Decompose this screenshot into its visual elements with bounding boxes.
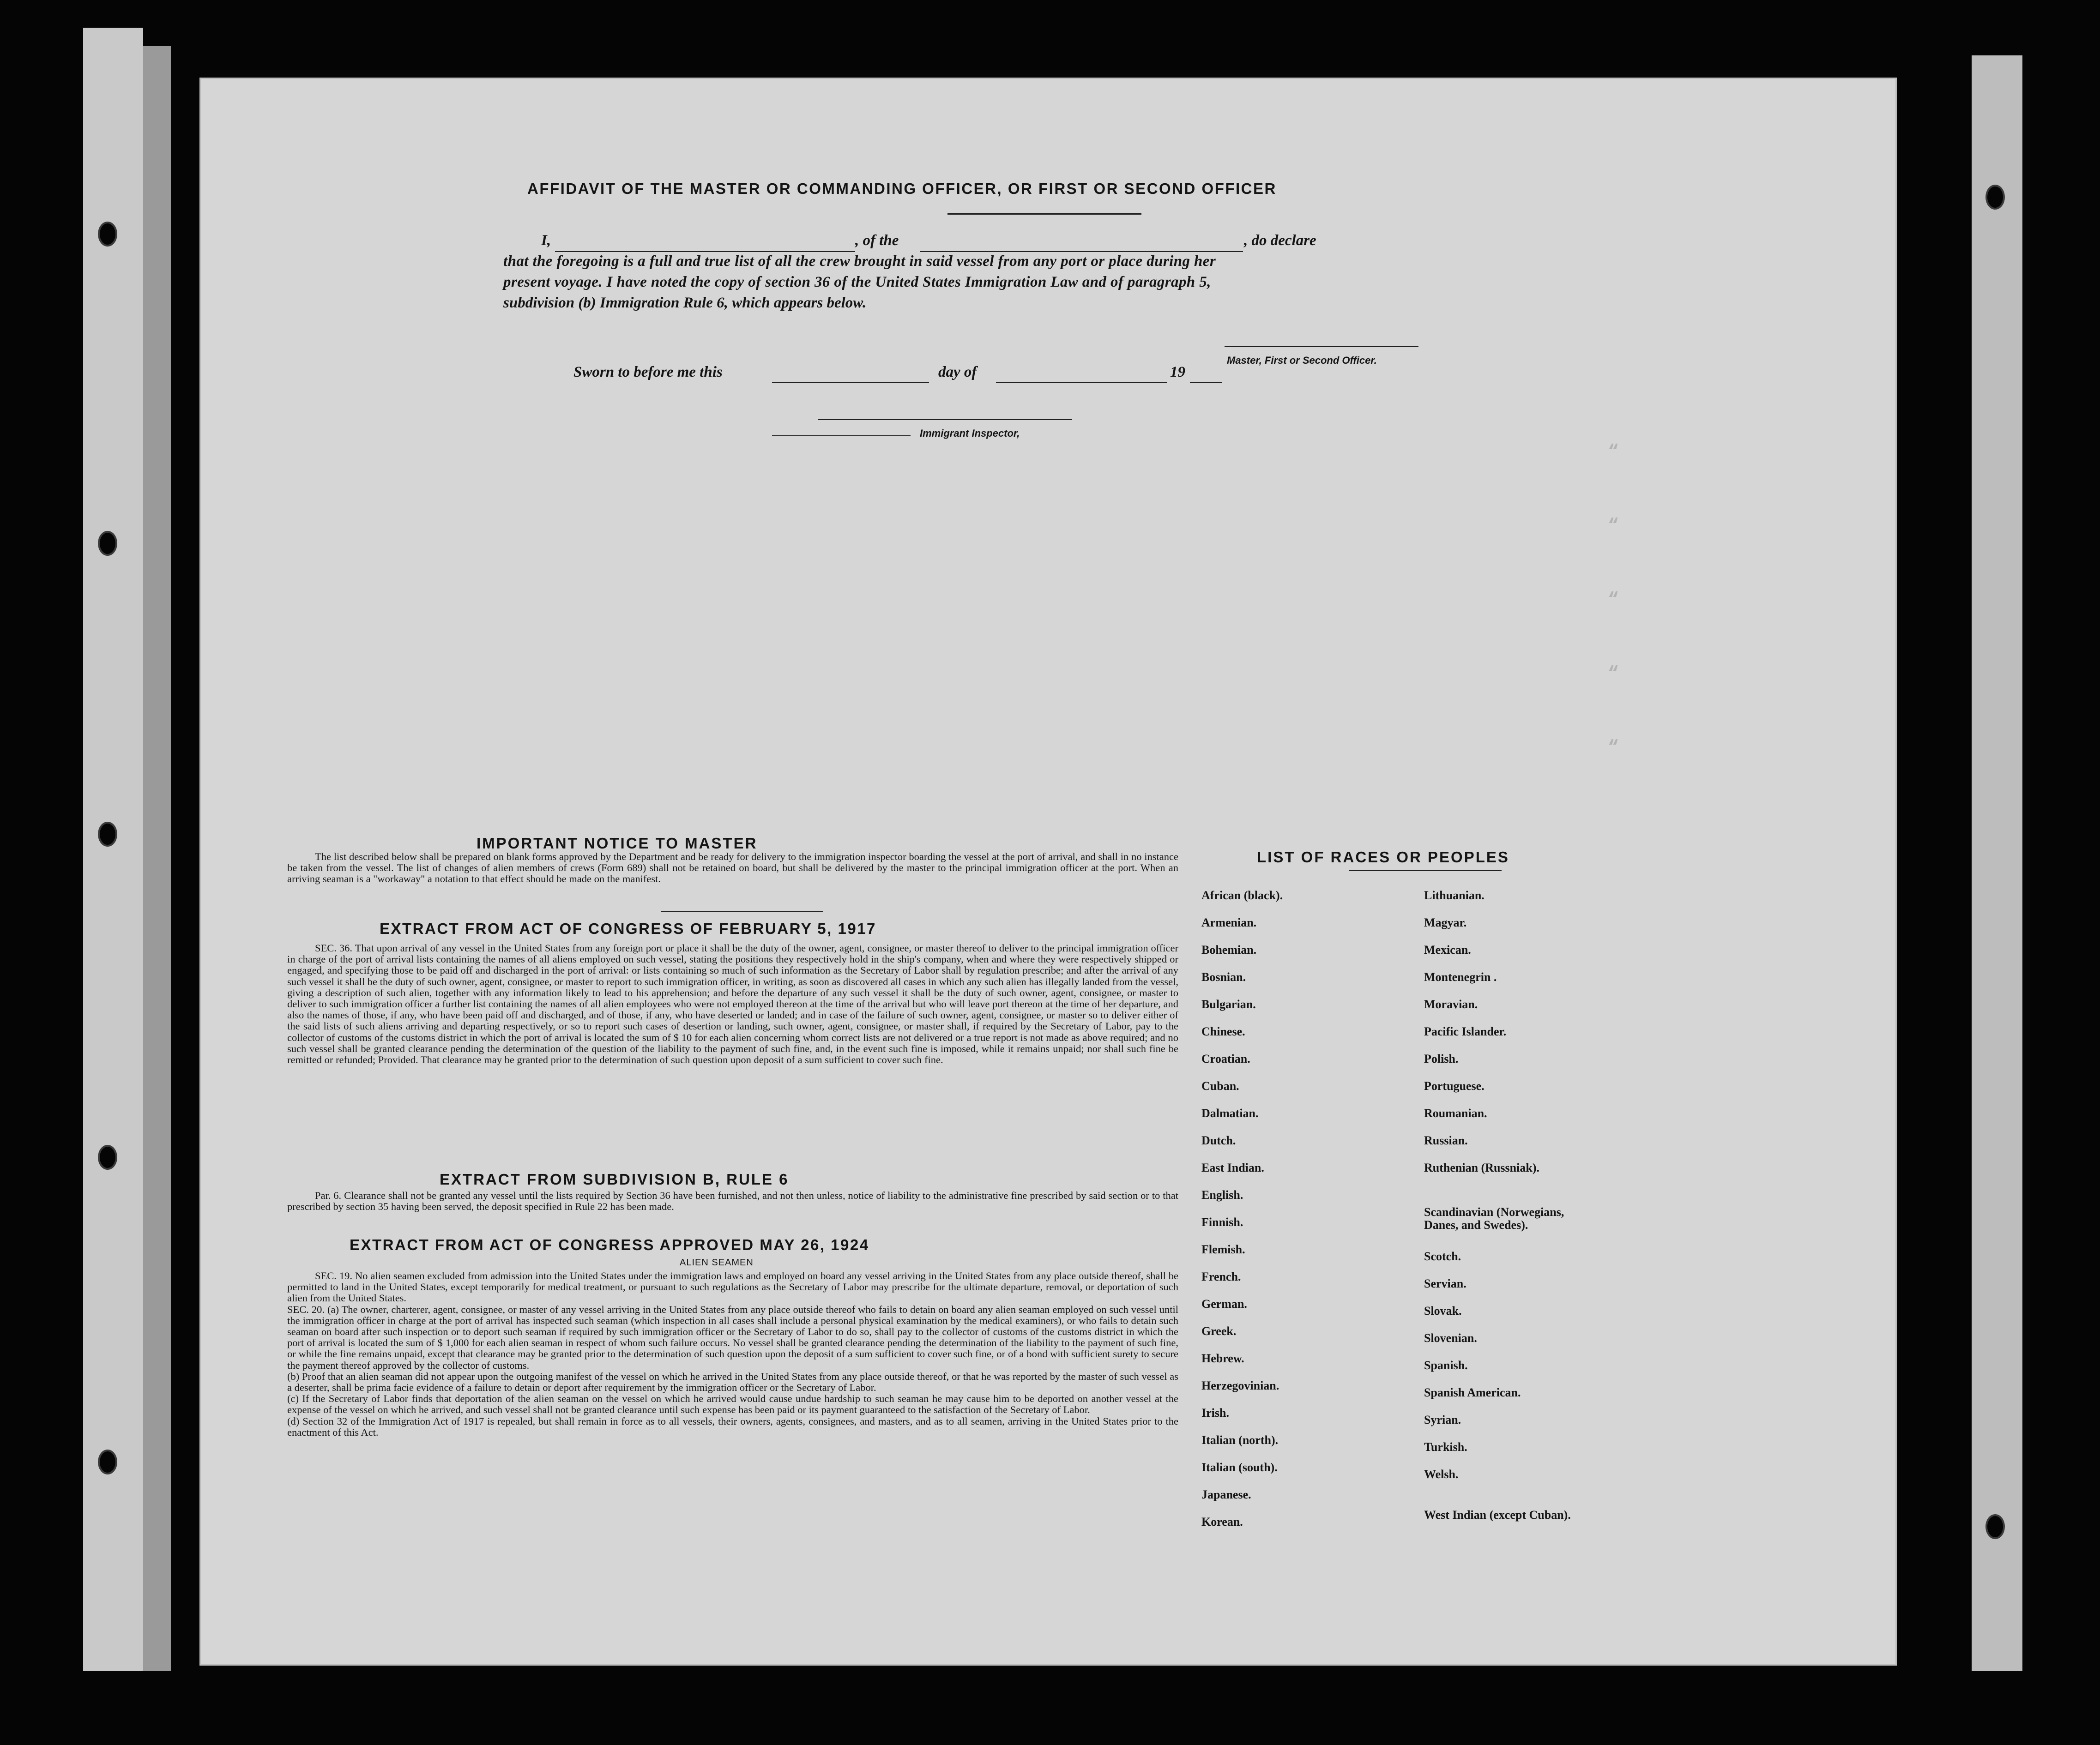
race-item: Dalmatian. bbox=[1201, 1107, 1259, 1120]
extract-1924-subtitle: ALIEN SEAMEN bbox=[680, 1258, 754, 1268]
race-item: Armenian. bbox=[1201, 916, 1257, 929]
race-item: Italian (north). bbox=[1201, 1433, 1279, 1447]
notice-title: IMPORTANT NOTICE TO MASTER bbox=[477, 835, 758, 852]
sworn-label: Sworn to before me this bbox=[573, 364, 723, 380]
name-blank bbox=[555, 251, 855, 252]
bleed-through-row: “ bbox=[1608, 516, 1619, 537]
binder-hole-icon bbox=[98, 1145, 117, 1170]
race-item: Portuguese. bbox=[1424, 1079, 1484, 1093]
binder-hole-icon bbox=[98, 222, 117, 247]
race-item: Spanish. bbox=[1424, 1359, 1468, 1372]
subdivision-b-text: Par. 6. Clearance shall not be granted any vessel until the lists required by Section 36 have been furnished, and not then unless, notice of liability to the administrative fine prescribed by said section or to that prescribed by section 35 having been served, the deposit specified in Rule 22 has been made. bbox=[287, 1190, 1178, 1213]
race-item: East Indian. bbox=[1201, 1161, 1264, 1174]
race-item: Moravian. bbox=[1424, 998, 1478, 1011]
race-item: Slovak. bbox=[1424, 1304, 1462, 1318]
race-item: Japanese. bbox=[1201, 1488, 1251, 1501]
title-rule bbox=[947, 213, 1141, 215]
race-item: Scotch. bbox=[1424, 1250, 1461, 1263]
document-page bbox=[199, 78, 1897, 1666]
extract-1924-title: EXTRACT FROM ACT OF CONGRESS APPROVED MAY 26, 1924 bbox=[350, 1236, 869, 1253]
bleed-through-row: “ bbox=[1608, 664, 1619, 685]
race-item: Finnish. bbox=[1201, 1215, 1243, 1229]
inspector-label: Immigrant Inspector, bbox=[920, 427, 1020, 439]
race-item: Flemish. bbox=[1201, 1243, 1245, 1256]
binder-hole-icon bbox=[98, 531, 117, 556]
bleed-through-row: “ bbox=[1608, 442, 1619, 463]
affidavit-line1-mid: , of the bbox=[855, 232, 899, 249]
inspector-line-2 bbox=[772, 435, 911, 436]
sworn-blank bbox=[772, 382, 929, 383]
race-item: Dutch. bbox=[1201, 1134, 1236, 1147]
sworn-day-label: day of bbox=[938, 364, 977, 380]
race-item: Hebrew. bbox=[1201, 1352, 1244, 1365]
binder-hole-icon bbox=[98, 1450, 117, 1474]
subdivision-b-title: EXTRACT FROM SUBDIVISION B, RULE 6 bbox=[440, 1171, 789, 1188]
races-title: LIST OF RACES OR PEOPLES bbox=[1257, 848, 1509, 866]
race-item: Mexican. bbox=[1424, 943, 1471, 957]
notice-text: The list described below shall be prepared on blank forms approved by the Department and be ready for delivery to the immigration inspector boarding the vessel at the port of arrival, and shall in no instance be taken from the vessel. The list of changes of alien members of crews (Form 689) shall not be retained on board, but shall be delivered by the master to the principal immigration officer at the port. When an arriving seaman is a "workaway" a notation to that effect should be made on the manifest. bbox=[287, 851, 1178, 885]
race-item: Lithuanian. bbox=[1424, 889, 1484, 902]
race-item: Ruthenian (Russniak). bbox=[1424, 1161, 1539, 1174]
race-item: Welsh. bbox=[1424, 1468, 1459, 1481]
vessel-blank bbox=[920, 251, 1243, 252]
race-item: West Indian (except Cuban). bbox=[1424, 1508, 1571, 1522]
race-item: African (black). bbox=[1201, 889, 1283, 902]
race-item: Bosnian. bbox=[1201, 970, 1246, 984]
affidavit-line1-end: , do declare bbox=[1244, 232, 1316, 249]
race-item: Greek. bbox=[1201, 1324, 1237, 1338]
race-item: Syrian. bbox=[1424, 1413, 1461, 1426]
race-item: Pacific Islander. bbox=[1424, 1025, 1507, 1038]
race-item: Croatian. bbox=[1201, 1052, 1250, 1065]
race-item: German. bbox=[1201, 1297, 1247, 1311]
race-item: Slovenian. bbox=[1424, 1331, 1477, 1345]
race-item: Italian (south). bbox=[1201, 1461, 1278, 1474]
race-item: Chinese. bbox=[1201, 1025, 1245, 1038]
race-item: Spanish American. bbox=[1424, 1386, 1521, 1399]
affidavit-line3: present voyage. I have noted the copy of section 36 of the United States Immigration Law and of paragraph 5, bbox=[503, 274, 1211, 290]
extract-1917-text: SEC. 36. That upon arrival of any vessel in the United States from any foreign port or place it shall be the duty of the owner, agent, consignee, or master thereof to deliver to the principal immigration officer in charge of the port of arrival lists containing the names of all aliens employed on such vessel, stating the positions they respectively hold in the ship's company, when and where they were respectively shipped or engaged, and specifying those to be paid off and discharged in the port of arrival: or lists containing so much of such information as the Secretary of Labor shall by regulation prescribe; and after the arrival of any such vessel it shall be the duty of such owner, agent, consignee, or master to report to such immigration officer, in writing, as soon as discovered all cases in which any such alien has illegally landed from the vessel, giving a description of such alien, together with any information likely to lead to his apprehension; and before the departure of any such vessel it shall be the duty of such owner, agent, consignee, or master to deliver to such immigration officer a further list containing the names of all alien employees who were not employed thereon at the time of the arrival but who will leave port thereon at the time of her departure, and also the names of those, if any, who have been paid off and discharged, and of those, if any, who have deserted or landed; and in case of the failure of such owner, agent, consignee, or master so to deliver either of the said lists of such aliens arriving and departing respectively, or so to report such cases of desertion or landing, such owner, agent, consignee, or master shall, if required by the Secretary of Labor, pay to the collector of customs of the customs district in which the port of arrival is located the sum of $ 10 for each alien concerning whom correct lists are not delivered or a true report is not made as above required; and no such vessel shall be granted clearance pending the determination of the question of the liability to the payment of such fine, and, in the event such fine is imposed, while it remains unpaid; nor shall such fine be remitted or refunded; Provided. That clearance may be granted prior to the determination of such question upon deposit of a sum sufficient to cover such fine. bbox=[287, 942, 1178, 1066]
race-item: Irish. bbox=[1201, 1406, 1229, 1420]
extract-1917-title: EXTRACT FROM ACT OF CONGRESS OF FEBRUARY 5, 1917 bbox=[380, 920, 876, 937]
year-blank bbox=[1190, 382, 1222, 383]
race-item: Bulgarian. bbox=[1201, 998, 1256, 1011]
inspector-line bbox=[818, 419, 1072, 420]
race-item: Polish. bbox=[1424, 1052, 1459, 1065]
binder-hole-icon bbox=[1985, 185, 2005, 210]
race-item: Bohemian. bbox=[1201, 943, 1257, 957]
race-item: Russian. bbox=[1424, 1134, 1468, 1147]
race-item: Cuban. bbox=[1201, 1079, 1239, 1093]
binder-hole-icon bbox=[1985, 1514, 2005, 1539]
section-rule bbox=[661, 911, 823, 912]
signature-label: Master, First or Second Officer. bbox=[1227, 355, 1377, 366]
races-title-rule bbox=[1349, 870, 1502, 871]
race-item: Magyar. bbox=[1424, 916, 1467, 929]
race-item: Roumanian. bbox=[1424, 1107, 1487, 1120]
right-binder-strip bbox=[1972, 55, 2022, 1671]
bleed-through-row: “ bbox=[1608, 590, 1619, 611]
month-blank bbox=[996, 382, 1167, 383]
affidavit-line4: subdivision (b) Immigration Rule 6, which appears below. bbox=[503, 295, 867, 311]
left-binder-strip bbox=[83, 28, 143, 1671]
race-item: Herzegovinian. bbox=[1201, 1379, 1279, 1392]
race-item: Scandinavian (Norwegians, Danes, and Swedes). bbox=[1424, 1205, 1564, 1232]
affidavit-title: AFFIDAVIT OF THE MASTER OR COMMANDING OFFICER, OR FIRST OR SECOND OFFICER bbox=[527, 180, 1277, 197]
signature-line bbox=[1225, 346, 1418, 347]
race-item: Korean. bbox=[1201, 1515, 1243, 1528]
race-item: Montenegrin . bbox=[1424, 970, 1497, 984]
race-item: French. bbox=[1201, 1270, 1241, 1283]
race-item: English. bbox=[1201, 1188, 1243, 1202]
extract-1924-text: SEC. 19. No alien seamen excluded from admission into the United States under the immigration laws and employed on board any vessel arriving in the United States from any place outside thereof, shall be permitted to land in the United States, except temporarily for medical treatment, or pursuant to such regulations as the Secretary of Labor may prescribe for the ultimate departure, removal, or deportation of such alien from the United States. SEC. 20. (a) The owner, charterer, agent, consignee, or master of any vessel arriving in the United States from any place outside thereof who fails to detain on board any alien seaman employed on such vessel until the immigration officer in charge at the port of arrival has inspected such seaman (which inspection in all cases shall include a personal physical examination by the medical examiners), or who fails to detain such seaman on board after such inspection or to deport such seaman if required by such immigration officer or the Secretary of Labor to do so, shall pay to the collector of customs of the customs district in which the port of arrival is located the sum of $ 1,000 for each alien seaman in respect of whom such failure occurs. No vessel shall be granted clearance pending the determination of the liability to the payment of such fine, or while the fine remains unpaid, except that clearance may be granted prior to the determination of such question upon the deposit of a sum sufficient to cover such fine, or of a bond with sufficient surety to secure the payment thereof approved by the collector of customs. (b) Proof that an alien seaman did not appear upon the outgoing manifest of the vessel on which he arrived in the United States from any place outside thereof, or that he was reported by the master of such vessel as a deserter, shall be prima facie evidence of a failure to detain or deport after requirement by the immigration officer or the Secretary of Labor. (c) If the Secretary of Labor finds that deportation of the alien seaman on the vessel on which he arrived would cause undue hardship to such seaman he may cause him to be deported on another vessel at the expense of the vessel on which he arrived, and such vessel shall not be granted clearance until such expense has been paid or its payment guaranteed to the satisfaction of the Secretary of Labor. (d) Section 32 of the Immigration Act of 1917 is repealed, but shall remain in force as to all vessels, their owners, agents, consignees, and masters, and as to all seamen, arriving in the United States prior to the enactment of this Act. bbox=[287, 1270, 1178, 1438]
affidavit-line2: that the foregoing is a full and true list of all the crew brought in said vessel from any port or place during her bbox=[503, 253, 1216, 270]
race-item: Turkish. bbox=[1424, 1440, 1467, 1454]
sworn-year-label: 19 bbox=[1170, 364, 1185, 380]
race-item: Servian. bbox=[1424, 1277, 1466, 1290]
binder-hole-icon bbox=[98, 822, 117, 847]
affidavit-line1-start: I, bbox=[541, 232, 551, 249]
left-binder-edge bbox=[143, 46, 171, 1671]
bleed-through-row: “ bbox=[1608, 738, 1619, 758]
